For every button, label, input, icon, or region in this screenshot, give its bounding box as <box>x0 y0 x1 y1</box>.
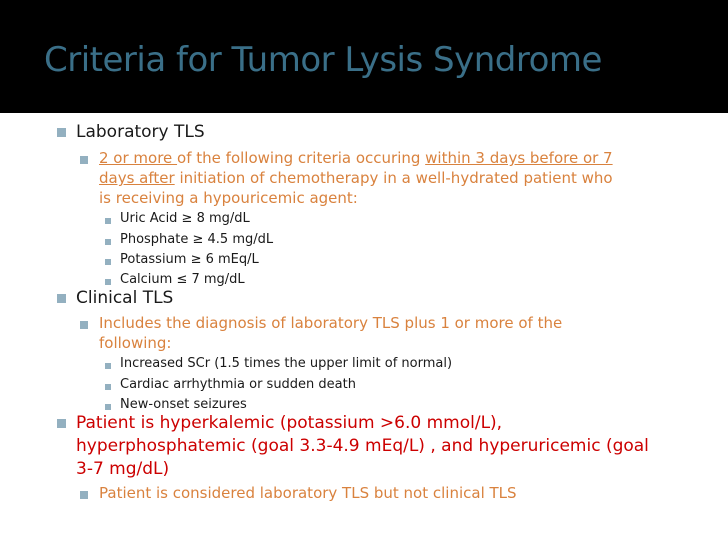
clinical-item-seizures: New-onset seizures <box>120 397 247 412</box>
bullet-lab-item-3 <box>105 279 111 285</box>
slide-title: Criteria for Tumor Lysis Syndrome <box>44 40 602 80</box>
lab-item-uric-acid: Uric Acid ≥ 8 mg/dL <box>120 211 250 226</box>
bullet-lab-sub <box>80 156 88 164</box>
clinical-heading: Clinical TLS <box>76 288 174 308</box>
patient-line1: Patient is hyperkalemic (potassium >6.0 mmol/L), <box>76 413 503 433</box>
bullet-lab-item-2 <box>105 259 111 265</box>
clinical-sub-line2: following: <box>99 334 172 352</box>
bullet-patient-sub <box>80 491 88 499</box>
bullet-clinical-item-0 <box>105 363 111 369</box>
bullet-clinical-item-2 <box>105 404 111 410</box>
lab-heading: Laboratory TLS <box>76 122 205 142</box>
lab-sub-text2: initiation of chemotherapy in a well-hydrated patient who <box>174 169 613 187</box>
lab-sub-line2 <box>99 169 613 187</box>
clinical-item-arrhythmia: Cardiac arrhythmia or sudden death <box>120 377 356 392</box>
lab-sub-text1: of the following criteria occuring <box>177 149 426 167</box>
lab-item-potassium: Potassium ≥ 6 mEq/L <box>120 252 259 267</box>
bullet-lab-item-1 <box>105 239 111 245</box>
bullet-clinical-item-1 <box>105 384 111 390</box>
bullet-lab-item-0 <box>105 218 111 224</box>
lab-sub-line1 <box>99 149 613 167</box>
bullet-patient <box>57 419 66 428</box>
two-or-more-text: 2 or more <box>99 149 178 167</box>
bullet-lab <box>57 128 66 137</box>
lab-sub-line3: is receiving a hypouricemic agent: <box>99 189 358 207</box>
days-after-text: days after <box>99 169 175 187</box>
bullet-clinical-sub <box>80 321 88 329</box>
bullet-clinical <box>57 294 66 303</box>
patient-line2: hyperphosphatemic (goal 3.3-4.9 mEq/L) , and hyperuricemic (goal <box>76 436 649 456</box>
clinical-item-scr: Increased SCr (1.5 times the upper limit of normal) <box>120 356 453 371</box>
patient-sub: Patient is considered laboratory TLS but not clinical TLS <box>99 484 517 502</box>
within-days-text: within 3 days before or 7 <box>425 149 613 167</box>
lab-item-calcium: Calcium ≤ 7 mg/dL <box>120 272 245 287</box>
lab-item-phosphate: Phosphate ≥ 4.5 mg/dL <box>120 232 274 247</box>
patient-line3: 3-7 mg/dL) <box>76 459 170 479</box>
clinical-sub-line1: Includes the diagnosis of laboratory TLS plus 1 or more of the <box>99 314 563 332</box>
